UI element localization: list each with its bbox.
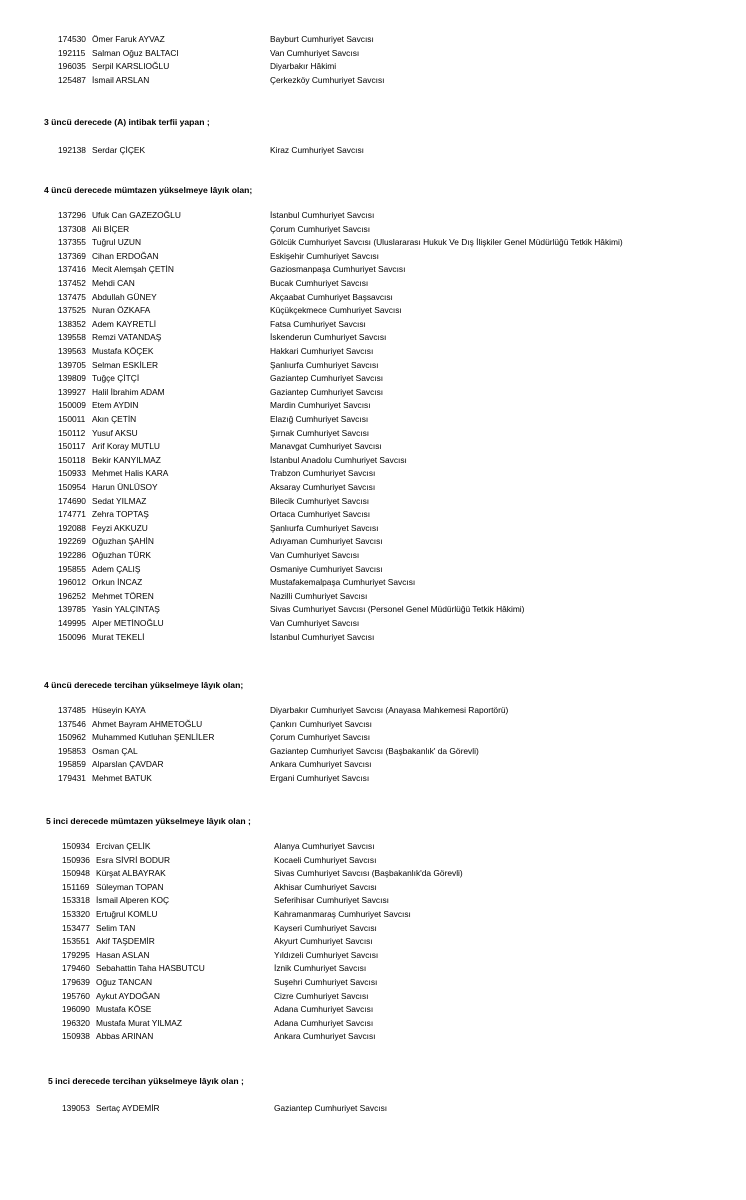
person-name: Ufuk Can GAZEZOĞLU — [92, 210, 181, 220]
position-title: Aksaray Cumhuriyet Savcısı — [270, 482, 376, 492]
sicil-number: 150938 — [62, 1031, 90, 1042]
position-title: Suşehri Cumhuriyet Savcısı — [274, 977, 378, 987]
position-title: Çorum Cumhuriyet Savcısı — [270, 732, 371, 743]
sicil-number: 195855 — [58, 563, 86, 574]
person-name: Adem KAYRETLİ — [92, 318, 157, 329]
person-name: İsmail Alperen KOÇ — [96, 895, 170, 906]
position-title: Van Cumhuriyet Savcısı — [270, 550, 360, 560]
list-item — [62, 867, 746, 881]
sicil-number: 196320 — [62, 1017, 90, 1028]
list-item — [58, 617, 746, 631]
list-item — [58, 454, 746, 468]
sicil-number: 138352 — [58, 318, 86, 329]
position-title: İznik Cumhuriyet Savcısı — [274, 963, 367, 974]
position-title: Bucak Cumhuriyet Savcısı — [270, 278, 369, 288]
list-item — [58, 495, 746, 509]
sicil-number: 192138 — [58, 145, 86, 155]
position-title: Kahramanmaraş Cumhuriyet Savcısı — [274, 909, 411, 919]
list-item — [58, 359, 746, 373]
person-name: Tuğçe ÇİTÇİ — [92, 373, 140, 384]
list-item — [62, 935, 746, 949]
sicil-number: 150948 — [62, 868, 90, 879]
position-title: Fatsa Cumhuriyet Savcısı — [270, 318, 366, 329]
list-item — [58, 291, 746, 305]
person-name: Bekir KANYILMAZ — [92, 454, 161, 465]
list-item — [58, 144, 746, 158]
person-name: Ahmet Bayram AHMETOĞLU — [92, 718, 203, 729]
sicil-number: 150112 — [58, 427, 86, 438]
list-item — [58, 590, 746, 604]
person-name: Zehra TOPTAŞ — [92, 509, 149, 520]
sicil-number: 139705 — [58, 359, 86, 370]
list-item — [58, 399, 746, 413]
list-item — [58, 277, 746, 291]
list-item — [62, 908, 746, 922]
sicil-number: 150096 — [58, 631, 86, 642]
position-title: Akyurt Cumhuriyet Savcısı — [274, 936, 373, 947]
position-title: Ortaca Cumhuriyet Savcısı — [270, 509, 371, 520]
person-name: Arif Koray MUTLU — [92, 441, 160, 452]
position-title: Osmaniye Cumhuriyet Savcısı — [270, 563, 383, 574]
list-item — [62, 990, 746, 1004]
sicil-number: 192286 — [58, 550, 86, 560]
person-name: Remzi VATANDAŞ — [92, 332, 162, 343]
sicil-number: 150009 — [58, 400, 86, 411]
list-item — [58, 304, 746, 318]
list-item — [58, 60, 746, 74]
list-item — [58, 47, 746, 61]
sicil-number: 195760 — [62, 990, 90, 1001]
person-name: Selim TAN — [96, 922, 136, 933]
person-name: Mehmet Halis KARA — [92, 468, 169, 479]
person-name: Mehdi CAN — [92, 278, 135, 288]
person-name: Kürşat ALBAYRAK — [96, 868, 166, 879]
person-name: Sertaç AYDEMİR — [96, 1103, 160, 1113]
position-title: Bayburt Cumhuriyet Savcısı — [270, 34, 374, 44]
sicil-number: 150936 — [62, 854, 90, 865]
sicil-number: 174771 — [58, 509, 86, 520]
list-item — [62, 1030, 746, 1044]
sicil-number: 179460 — [62, 963, 90, 974]
list-item — [62, 949, 746, 963]
person-name: Orkun İNCAZ — [92, 577, 143, 588]
position-title: Diyarbakır Cumhuriyet Savcısı (Anayasa Mahkemesi Raportörü) — [270, 705, 509, 715]
sicil-number: 139053 — [62, 1103, 90, 1113]
list-item — [58, 440, 746, 454]
sicil-number: 149995 — [58, 618, 86, 628]
position-title: Gaziantep Cumhuriyet Savcısı (Başbakanlık' da Görevli) — [270, 745, 479, 756]
position-title: Hakkari Cumhuriyet Savcısı — [270, 346, 374, 356]
list-item — [58, 745, 746, 759]
person-name: Halil İbrahim ADAM — [92, 386, 165, 397]
position-title: Diyarbakır Hâkimi — [270, 61, 337, 72]
sicil-number: 153551 — [62, 936, 90, 947]
position-title: Gaziantep Cumhuriyet Savcısı — [274, 1103, 388, 1113]
person-name: Adem ÇALIŞ — [92, 563, 141, 574]
person-name: Süleyman TOPAN — [96, 881, 164, 892]
person-name: Abbas ARINAN — [96, 1031, 154, 1042]
sicil-number: 137546 — [58, 718, 86, 729]
list-item — [58, 549, 746, 563]
position-title: Kiraz Cumhuriyet Savcısı — [270, 145, 365, 155]
sicil-number: 196012 — [58, 577, 86, 588]
position-title: Küçükçekmece Cumhuriyet Savcısı — [270, 305, 402, 316]
list-item — [62, 1017, 746, 1031]
position-title: Manavgat Cumhuriyet Savcısı — [270, 441, 382, 452]
list-item — [58, 718, 746, 732]
sicil-number: 153318 — [62, 895, 90, 906]
position-title: Adana Cumhuriyet Savcısı — [274, 1004, 374, 1015]
position-title: İskenderun Cumhuriyet Savcısı — [270, 332, 387, 343]
list-item — [58, 33, 746, 47]
person-name: Etem AYDIN — [92, 400, 139, 411]
sicil-number: 137355 — [58, 237, 86, 248]
list-item — [58, 345, 746, 359]
sicil-number: 137416 — [58, 264, 86, 275]
position-title: Cizre Cumhuriyet Savcısı — [274, 990, 369, 1001]
list-item — [62, 894, 746, 908]
list-item — [62, 1003, 746, 1017]
position-title: Ankara Cumhuriyet Savcısı — [270, 759, 372, 770]
sicil-number: 150118 — [58, 454, 86, 465]
person-name: Ercivan ÇELİK — [96, 841, 151, 851]
person-name: Ertuğrul KOMLU — [96, 909, 158, 919]
sicil-number: 137452 — [58, 278, 86, 288]
sicil-number: 139563 — [58, 346, 86, 356]
person-name: Hasan ASLAN — [96, 949, 150, 960]
sicil-number: 153477 — [62, 922, 90, 933]
list-item — [58, 413, 746, 427]
list-item — [58, 481, 746, 495]
position-title: Kayseri Cumhuriyet Savcısı — [274, 922, 377, 933]
section-heading: 5 inci derecede mümtazen yükselmeye lâyık olan ; — [46, 816, 251, 826]
position-title: Çorum Cumhuriyet Savcısı — [270, 223, 371, 234]
position-title: Şanlıurfa Cumhuriyet Savcısı — [270, 522, 379, 533]
person-name: Sedat YILMAZ — [92, 495, 147, 506]
sicil-number: 192269 — [58, 536, 86, 547]
person-name: Abdullah GÜNEY — [92, 291, 157, 302]
position-title: Van Cumhuriyet Savcısı — [270, 618, 360, 628]
person-name: Alper METİNOĞLU — [92, 618, 164, 628]
sicil-number: 179431 — [58, 773, 86, 783]
sicil-number: 179639 — [62, 977, 90, 987]
person-name: Hüseyin KAYA — [92, 705, 146, 715]
sicil-number: 137296 — [58, 210, 86, 220]
list-item — [58, 522, 746, 536]
person-name: Aykut AYDOĞAN — [96, 990, 160, 1001]
person-name: Mustafa KÖSE — [96, 1004, 152, 1015]
list-item — [62, 1102, 746, 1116]
person-name: Selman ESKİLER — [92, 359, 159, 370]
sicil-number: 150962 — [58, 732, 86, 743]
section-heading: 4 üncü derecede tercihan yükselmeye lâyık olan; — [44, 680, 244, 690]
sicil-number: 150117 — [58, 441, 86, 452]
position-title: Mustafakemalpaşa Cumhuriyet Savcısı — [270, 577, 416, 588]
person-name: Cihan ERDOĞAN — [92, 250, 159, 261]
sicil-number: 196035 — [58, 61, 86, 72]
sicil-number: 151169 — [62, 881, 90, 892]
person-name: Mehmet TÖREN — [92, 590, 154, 601]
position-title: Şırnak Cumhuriyet Savcısı — [270, 427, 370, 438]
person-name: Serpil KARSLIOĞLU — [92, 61, 170, 72]
person-name: Esra SİVRİ BODUR — [96, 854, 170, 865]
person-name: Murat TEKELİ — [92, 631, 145, 642]
person-name: Osman ÇAL — [92, 745, 138, 756]
person-name: Mehmet BATUK — [92, 773, 152, 783]
list-item — [58, 318, 746, 332]
list-item — [58, 74, 746, 88]
sicil-number: 153320 — [62, 909, 90, 919]
position-title: Çerkezköy Cumhuriyet Savcısı — [270, 74, 385, 85]
sicil-number: 195859 — [58, 759, 86, 770]
sicil-number: 139809 — [58, 373, 86, 384]
person-name: Mustafa KÖÇEK — [92, 346, 154, 356]
position-title: Sivas Cumhuriyet Savcısı (Başbakanlık'da Görevli) — [274, 868, 463, 879]
position-title: Adıyaman Cumhuriyet Savcısı — [270, 536, 383, 547]
list-item — [62, 881, 746, 895]
person-name: İsmail ARSLAN — [92, 74, 150, 85]
list-item — [58, 758, 746, 772]
position-title: Van Cumhuriyet Savcısı — [270, 47, 360, 58]
person-name: Serdar ÇİÇEK — [92, 145, 146, 155]
position-title: Ergani Cumhuriyet Savcısı — [270, 773, 370, 783]
list-item — [58, 467, 746, 481]
list-item — [62, 922, 746, 936]
person-name: Harun ÜNLÜSOY — [92, 482, 158, 492]
sicil-number: 137525 — [58, 305, 86, 316]
person-name: Nuran ÖZKAFA — [92, 305, 151, 316]
list-item — [58, 372, 746, 386]
person-name: Sebahattin Taha HASBUTCU — [96, 963, 205, 974]
position-title: Bilecik Cumhuriyet Savcısı — [270, 495, 370, 506]
list-item — [58, 427, 746, 441]
person-name: Mecit Alemşah ÇETİN — [92, 264, 174, 275]
list-item — [58, 250, 746, 264]
sicil-number: 196252 — [58, 590, 86, 601]
position-title: Ankara Cumhuriyet Savcısı — [274, 1031, 376, 1042]
list-item — [62, 840, 746, 854]
person-name: Ömer Faruk AYVAZ — [92, 34, 165, 44]
position-title: Nazilli Cumhuriyet Savcısı — [270, 590, 368, 601]
position-title: Trabzon Cumhuriyet Savcısı — [270, 468, 376, 479]
list-item — [58, 331, 746, 345]
list-item — [58, 386, 746, 400]
list-item — [58, 263, 746, 277]
list-item — [58, 731, 746, 745]
position-title: Akhisar Cumhuriyet Savcısı — [274, 881, 377, 892]
person-name: Salman Oğuz BALTACI — [92, 47, 179, 58]
list-item — [58, 508, 746, 522]
list-item — [62, 854, 746, 868]
position-title: Sivas Cumhuriyet Savcısı (Personel Genel Müdürlüğü Tetkik Hâkimi) — [270, 604, 525, 615]
person-name: Akif TAŞDEMİR — [96, 936, 155, 947]
position-title: Eskişehir Cumhuriyet Savcısı — [270, 250, 379, 261]
list-item — [58, 209, 746, 223]
position-title: Akçaabat Cumhuriyet Başsavcısı — [270, 291, 393, 302]
person-name: Tuğrul UZUN — [92, 237, 142, 248]
sicil-number: 192115 — [58, 47, 86, 58]
sicil-number: 150934 — [62, 841, 90, 851]
sicil-number: 179295 — [62, 949, 90, 960]
position-title: İstanbul Cumhuriyet Savcısı — [270, 631, 375, 642]
position-title: Elazığ Cumhuriyet Savcısı — [270, 414, 369, 424]
sicil-number: 139558 — [58, 332, 86, 343]
position-title: İstanbul Anadolu Cumhuriyet Savcısı — [270, 454, 407, 465]
list-item — [58, 603, 746, 617]
list-item — [58, 576, 746, 590]
position-title: İstanbul Cumhuriyet Savcısı — [270, 210, 375, 220]
sicil-number: 139785 — [58, 604, 86, 615]
position-title: Kocaeli Cumhuriyet Savcısı — [274, 854, 377, 865]
sicil-number: 150933 — [58, 468, 86, 479]
sicil-number: 196090 — [62, 1004, 90, 1015]
person-name: Muhammed Kutluhan ŞENLİLER — [92, 732, 215, 743]
sicil-number: 137485 — [58, 705, 86, 715]
position-title: Gaziantep Cumhuriyet Savcısı — [270, 386, 384, 397]
person-name: Akın ÇETİN — [92, 414, 137, 424]
person-name: Oğuzhan TÜRK — [92, 550, 151, 560]
section-heading: 3 üncü derecede (A) intibak terfii yapan ; — [44, 117, 210, 127]
sicil-number: 174530 — [58, 34, 86, 44]
person-name: Ali BİÇER — [92, 223, 130, 234]
list-item — [58, 223, 746, 237]
list-item — [62, 962, 746, 976]
person-name: Feyzi AKKUZU — [92, 522, 148, 533]
position-title: Gaziosmanpaşa Cumhuriyet Savcısı — [270, 264, 406, 275]
position-title: Çankırı Cumhuriyet Savcısı — [270, 718, 372, 729]
list-item — [58, 704, 746, 718]
list-item — [58, 772, 746, 786]
person-name: Alparslan ÇAVDAR — [92, 759, 164, 770]
position-title: Adana Cumhuriyet Savcısı — [274, 1017, 374, 1028]
section-heading: 5 inci derecede tercihan yükselmeye lâyık olan ; — [48, 1076, 244, 1086]
sicil-number: 150954 — [58, 482, 86, 492]
list-item — [58, 563, 746, 577]
sicil-number: 192088 — [58, 522, 86, 533]
list-item — [58, 236, 746, 250]
person-name: Oğuz TANCAN — [96, 977, 153, 987]
person-name: Yasin YALÇINTAŞ — [92, 604, 160, 615]
position-title: Mardin Cumhuriyet Savcısı — [270, 400, 371, 411]
sicil-number: 137475 — [58, 291, 86, 302]
position-title: Seferihisar Cumhuriyet Savcısı — [274, 895, 389, 906]
sicil-number: 125487 — [58, 74, 86, 85]
person-name: Oğuzhan ŞAHİN — [92, 536, 154, 547]
sicil-number: 174690 — [58, 495, 86, 506]
person-name: Yusuf AKSU — [92, 427, 138, 438]
person-name: Mustafa Murat YILMAZ — [96, 1017, 182, 1028]
position-title: Alanya Cumhuriyet Savcısı — [274, 841, 375, 851]
position-title: Yıldızeli Cumhuriyet Savcısı — [274, 949, 379, 960]
position-title: Şanlıurfa Cumhuriyet Savcısı — [270, 359, 379, 370]
position-title: Gaziantep Cumhuriyet Savcısı — [270, 373, 384, 384]
section-heading: 4 üncü derecede mümtazen yükselmeye lâyık olan; — [44, 185, 253, 195]
sicil-number: 139927 — [58, 386, 86, 397]
list-item — [58, 631, 746, 645]
sicil-number: 137308 — [58, 223, 86, 234]
sicil-number: 137369 — [58, 250, 86, 261]
list-item — [58, 535, 746, 549]
list-item — [62, 976, 746, 990]
sicil-number: 150011 — [58, 414, 86, 424]
sicil-number: 195853 — [58, 745, 86, 756]
position-title: Gölcük Cumhuriyet Savcısı (Uluslararası Hukuk Ve Dış İlişkiler Genel Müdürlüğü Tetkik Hâkimi) — [270, 237, 623, 248]
